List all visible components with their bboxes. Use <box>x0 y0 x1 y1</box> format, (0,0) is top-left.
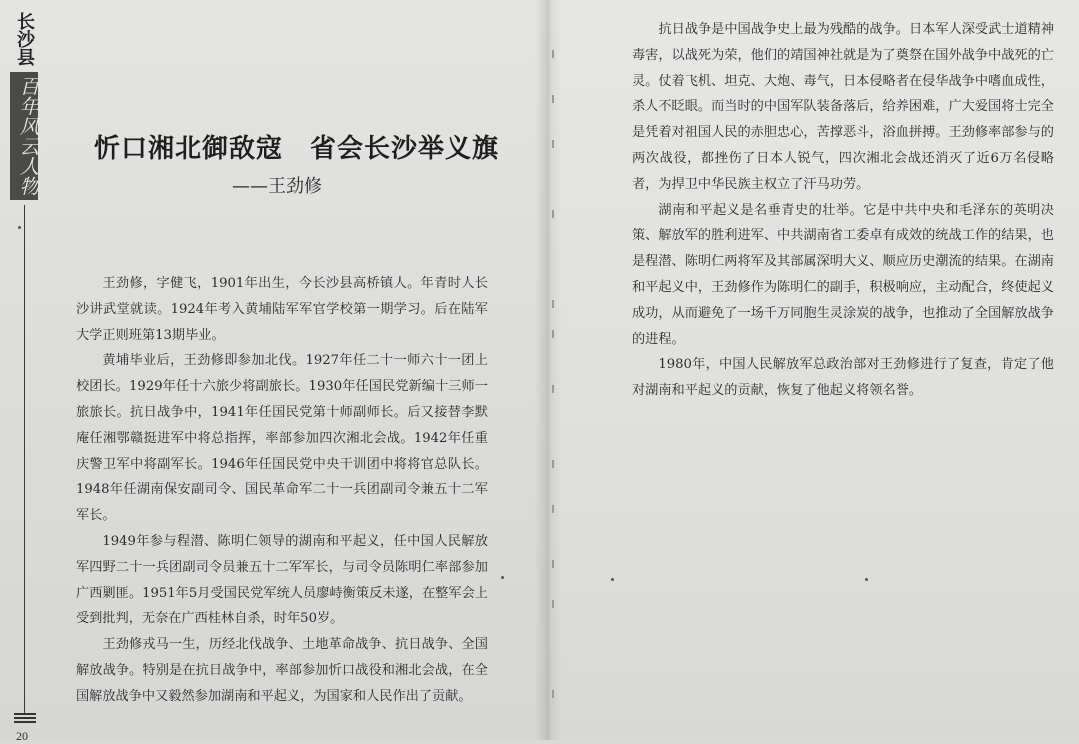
article-title: 忻口湘北御敌寇 省会长沙举义旗 <box>94 134 500 164</box>
paragraph: 湖南和平起义是名垂青史的壮举。它是中共中央和毛泽东的英明决策、解放军的胜利进军、中共湖南省工委卓有成效的统战工作的结果，也是程潜、陈明仁两将军及其部属深明大义、顺应历史潮流的结果。在湖南和平起义中，王劲修作为陈明仁的副手，积极响应，主动配合，终使起义成功，从而避免了一场千万同胞生灵涂炭的战争，也推动了全国解放战争的进程。 <box>632 202 1054 347</box>
paragraph: 黄埔毕业后，王劲修即参加北伐。1927年任二十一师六十一团上校团长。1929年任十六旅少将副旅长。1930年任国民党新编十三师一旅旅长。抗日战争中，1941年任国民党第十师副师长。后又接替李默庵任湘鄂赣挺进军中将总指挥，率部参加四次湘北会战。1942年任重庆警卫军中将副军长。1946年任国民党中央干训团中将将官总队长。1948年任湖南保安副司令、国民革命军二十一兵团副司令兼五十二军军长。 <box>76 353 488 524</box>
side-rule-bars <box>14 713 36 725</box>
side-header-calligraphy: 百年风云人物 <box>10 72 38 200</box>
article-author: ——王劲修 <box>232 176 322 197</box>
paper-speck <box>501 576 504 579</box>
book-gutter <box>535 0 561 740</box>
paper-speck <box>18 226 21 229</box>
gutter-binding-marks <box>550 0 556 740</box>
side-header <box>8 12 40 200</box>
paper-speck <box>865 578 868 581</box>
left-column <box>76 271 488 710</box>
paragraph: 1980年，中国人民解放军总政治部对王劲修进行了复查，肯定了他对湖南和平起义的贡献，恢复了他起义将领名誉。 <box>632 357 1054 399</box>
paragraph: 王劲修，字健飞，1901年出生，今长沙县高桥镇人。年青时人长沙讲武堂就读。1924年考入黄埔陆军军官学校第一期学习。后在陆军大学正则班第13期毕业。 <box>76 276 488 343</box>
paper-speck <box>611 578 614 581</box>
side-header-text: 长沙县 <box>14 12 35 66</box>
page-number: 20 <box>16 729 28 743</box>
paragraph: 1949年参与程潜、陈明仁领导的湖南和平起义，任中国人民解放军四野二十一兵团副司令员兼五十二军军长，与司令员陈明仁率部参加广西剿匪。1951年5月受国民党军统人员廖峙衡策反未遂，在整军会上受到批判，无奈在广西桂林自杀，时年50岁。 <box>76 533 488 627</box>
paragraph: 王劲修戎马一生，历经北伐战争、土地革命战争、抗日战争、全国解放战争。特别是在抗日战争中，率部参加忻口战役和湘北会战，在全国解放战争中又毅然参加湖南和平起义，为国家和人民作出了贡献。 <box>76 637 488 704</box>
side-rule <box>24 205 25 713</box>
right-column <box>632 17 1054 404</box>
paragraph: 抗日战争是中国战争史上最为残酷的战争。日本军人深受武士道精神毒害，以战死为荣，他们的靖国神社就是为了奠祭在国外战争中战死的亡灵。仗着飞机、坦克、大炮、毒气，日本侵略者在侵华战争中嗜血成性，杀人不眨眼。而当时的中国军队装备落后，给养困难，广大爱国将士完全是凭着对祖国人民的赤胆忠心，苦撑恶斗，浴血拼搏。王劲修率部参与的两次战役，都挫伤了日本人锐气，四次湘北会战还消灭了近6万名侵略者，为捍卫中华民族主权立了汗马功劳。 <box>632 22 1055 192</box>
